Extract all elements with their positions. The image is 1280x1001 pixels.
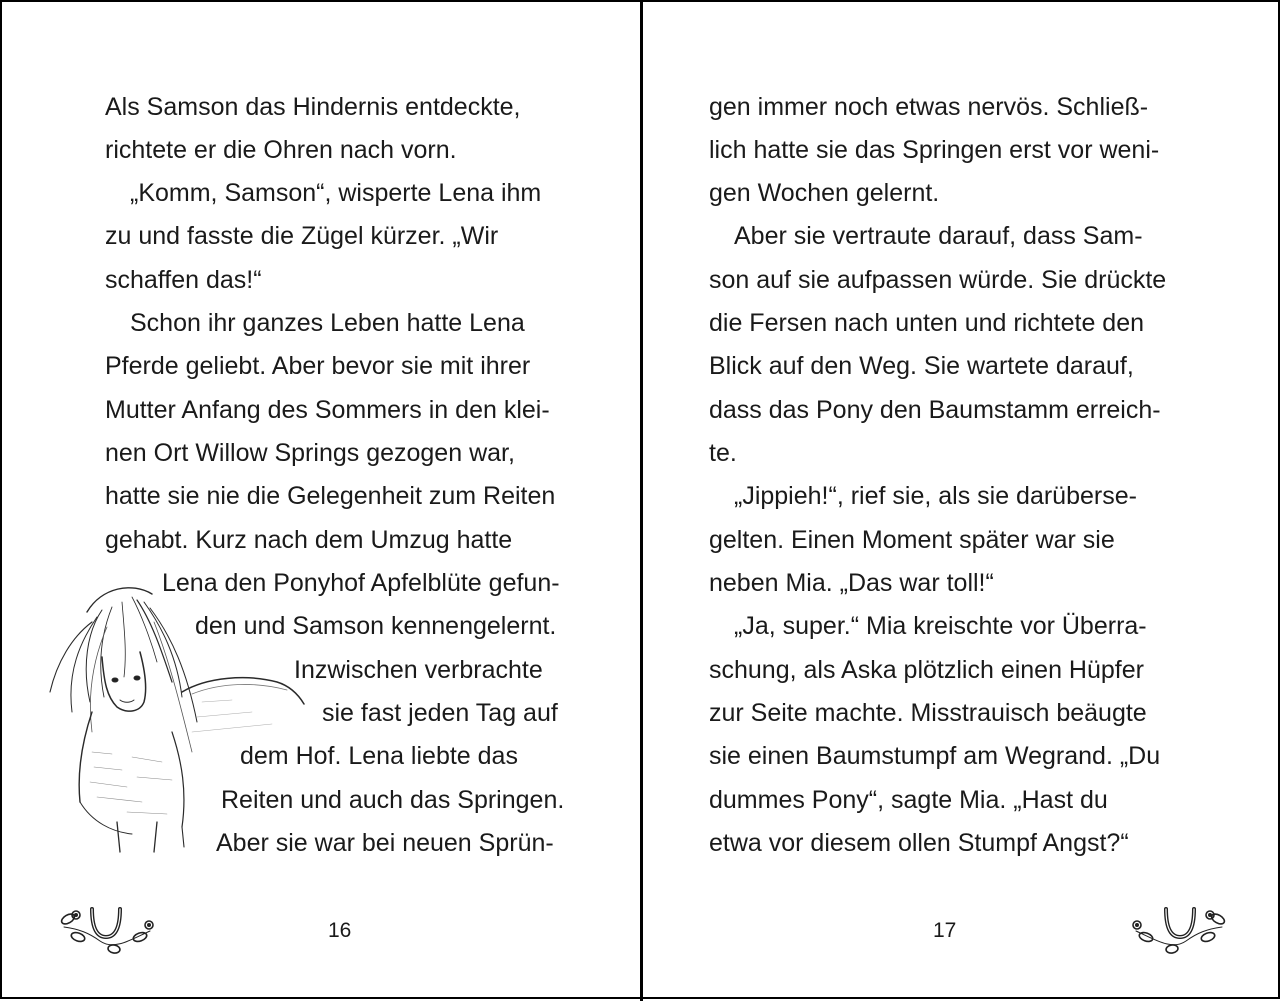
right-line-16: sie einen Baumstumpf am Wegrand. „Du (709, 742, 1161, 770)
right-line-17: dummes Pony“, sagte Mia. „Hast du (709, 786, 1108, 814)
page-number-left: 16 (328, 919, 352, 942)
left-line-7: Pferde geliebt. Aber bevor sie mit ihrer (105, 352, 531, 380)
right-line-12: neben Mia. „Das war toll!“ (709, 569, 994, 597)
right-line-15: zur Seite machte. Misstrauisch beäugte (709, 699, 1147, 727)
left-line-10: hatte sie nie die Gelegenheit zum Reiten (105, 482, 556, 510)
pony-sketch-illustration (32, 582, 322, 862)
left-line-12: Lena den Ponyhof Apfelblüte gefun- (162, 569, 560, 597)
right-line-9: te. (709, 439, 737, 467)
right-line-2: lich hatte sie das Springen erst vor weni- (709, 136, 1160, 164)
left-line-18: Aber sie war bei neuen Sprün- (216, 829, 554, 857)
left-line-4: zu und fasste die Zügel kürzer. „Wir (105, 222, 499, 250)
left-line-14: Inzwischen verbrachte (294, 656, 543, 684)
left-line-13: den und Samson kennengelernt. (195, 612, 557, 640)
right-line-18: etwa vor diesem ollen Stumpf Angst?“ (709, 829, 1129, 857)
right-line-4: Aber sie vertraute darauf, dass Sam- (734, 222, 1143, 250)
left-line-2: richtete er die Ohren nach vorn. (105, 136, 457, 164)
left-line-8: Mutter Anfang des Sommers in den klei- (105, 396, 550, 424)
page-gutter (640, 2, 643, 1001)
right-line-5: son auf sie aufpassen würde. Sie drückte (709, 266, 1167, 294)
left-line-17: Reiten und auch das Springen. (221, 786, 565, 814)
right-line-1: gen immer noch etwas nervös. Schließ- (709, 93, 1149, 121)
right-line-6: die Fersen nach unten und richtete den (709, 309, 1145, 337)
left-line-6: Schon ihr ganzes Leben hatte Lena (130, 309, 525, 337)
left-line-16: dem Hof. Lena liebte das (240, 742, 518, 770)
right-line-7: Blick auf den Weg. Sie wartete darauf, (709, 352, 1134, 380)
right-line-10: „Jippieh!“, rief sie, als sie darüberse- (734, 482, 1137, 510)
left-line-5: schaffen das!“ (105, 266, 262, 294)
right-line-3: gen Wochen gelernt. (709, 179, 940, 207)
right-line-11: gelten. Einen Moment später war sie (709, 526, 1115, 554)
right-line-8: dass das Pony den Baumstamm erreich- (709, 396, 1161, 424)
left-line-15: sie fast jeden Tag auf (322, 699, 558, 727)
left-line-9: nen Ort Willow Springs gezogen war, (105, 439, 515, 467)
left-line-11: gehabt. Kurz nach dem Umzug hatte (105, 526, 513, 554)
right-line-14: schung, als Aska plötzlich einen Hüpfer (709, 656, 1144, 684)
horseshoe-ornament-right-icon (1128, 897, 1232, 959)
left-line-3: „Komm, Samson“, wisperte Lena ihm (130, 179, 542, 207)
page-number-right: 17 (933, 919, 957, 942)
horseshoe-ornament-left-icon (54, 897, 158, 959)
left-line-1: Als Samson das Hindernis entdeckte, (105, 93, 521, 121)
right-line-13: „Ja, super.“ Mia kreischte vor Überra- (734, 612, 1147, 640)
